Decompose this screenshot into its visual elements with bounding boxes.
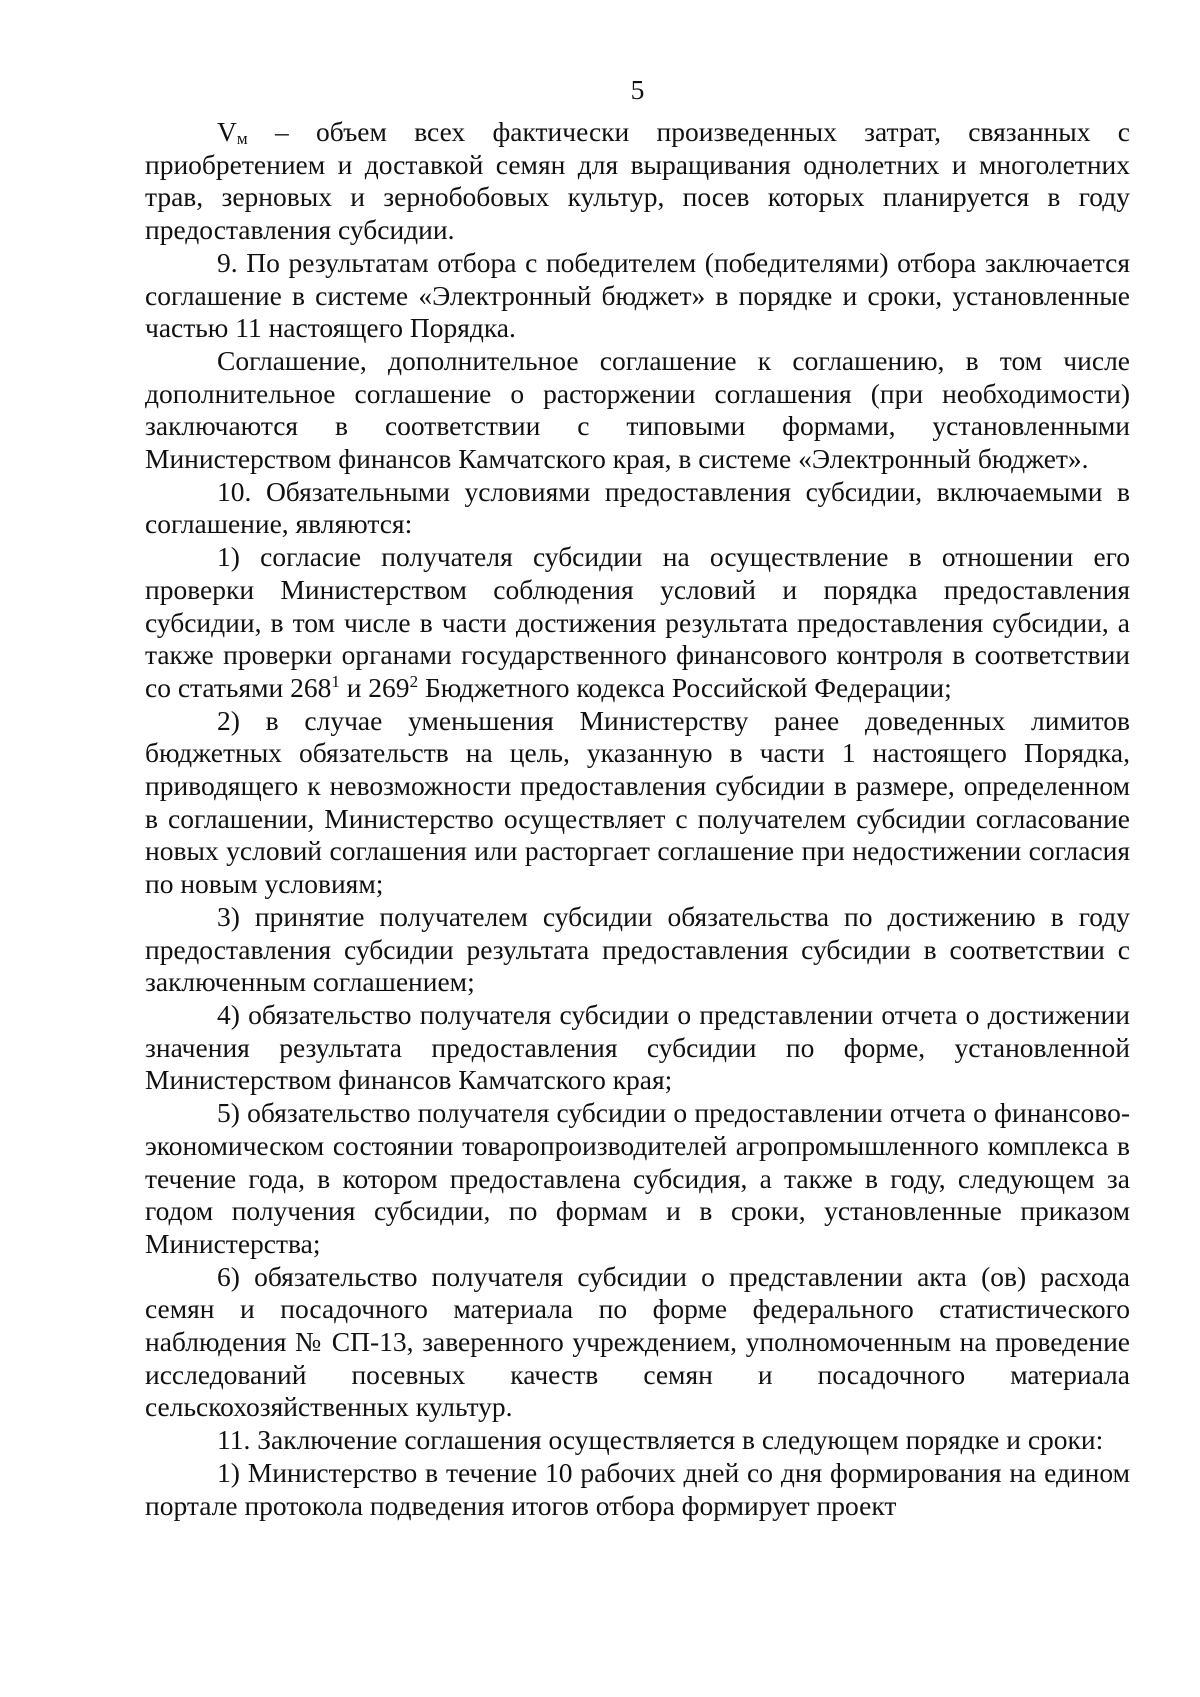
paragraph-10-item-3: 3) принятие получателем субсидии обязательства по достижению в году предоставления субсидии результата предоставления субсидии в соответствии с заключенным соглашением; — [145, 900, 1130, 998]
paragraph-9: 9. По результатам отбора с победителем (победителями) отбора заключается соглашение в системе «Электронный бюджет» в порядке и сроки, установленные частью 11 настоящего Порядка. — [145, 246, 1130, 344]
paragraph-10-item-6: 6) обязательство получателя субсидии о представлении акта (ов) расхода семян и посадочного материала по форме федерального статистического наблюдения № СП-13, заверенного учреждением, уполномоченным на проведение исследований посевных качеств семян и посадочного материала сельскохозяйственных культур. — [145, 1260, 1130, 1423]
superscript: 2 — [409, 671, 419, 691]
paragraph-text: 1) согласие получателя субсидии на осуществление в отношении его проверки Министерством соблюдения условий и порядка предоставления субсидии, в том числе в части достижения результата предоставления субсидии, а также проверки органами государственного финансового контроля в соответствии со статьями 268 — [145, 541, 1130, 703]
paragraph-10: 10. Обязательными условиями предоставления субсидии, включаемыми в соглашение, являются: — [145, 475, 1130, 540]
paragraph-text: Бюджетного кодекса Российской Федерации; — [418, 671, 952, 703]
superscript: 1 — [331, 671, 340, 691]
paragraph-11: 11. Заключение соглашения осуществляется в следующем порядке и сроки: — [217, 1424, 1104, 1456]
paragraph-text: – объем всех фактически произведенных затрат, связанных с приобретением и доставкой семян для выращивания однолетних и многолетних трав, зерновых и зернобобовых культур, посев которых планируется в году предоставления субсидии. — [145, 116, 1130, 246]
paragraph-10-item-1 — [145, 541, 1130, 705]
paragraph-vm-definition — [145, 116, 1130, 247]
paragraph-11-item-1: 1) Министерство в течение 10 рабочих дней со дня формирования на едином портале протокола подведения итогов отбора формирует проект — [145, 1456, 1130, 1521]
paragraph-text: и 269 — [339, 671, 410, 703]
paragraph-10-item-2: 2) в случае уменьшения Министерству ранее доведенных лимитов бюджетных обязательств на цель, указанную в части 1 настоящего Порядка, приводящего к невозможности предоставления субсидии в размере, определенном в соглашении, Министерство осуществляет с получателем субсидии согласование новых условий соглашения или расторгает соглашение при недостижении согласия по новым условиям; — [145, 704, 1130, 900]
symbol-subscript: м — [236, 129, 248, 148]
page-number: 5 — [630, 74, 645, 105]
paragraph-10-item-4: 4) обязательство получателя субсидии о представлении отчета о достижении значения результата предоставления субсидии по форме, установленной Министерством финансов Камчатского края; — [145, 998, 1130, 1096]
paragraph-10-item-5: 5) обязательство получателя субсидии о предоставлении отчета о финансово-экономическом состоянии товаропроизводителей агропромышленного комплекса в течение года, в котором предоставлена субсидия, а также в году, следующем за годом получения субсидии, по формам и в сроки, установленные приказом Министерства; — [145, 1097, 1130, 1259]
symbol-v: V — [217, 116, 237, 147]
document-page — [145, 74, 1130, 1522]
paragraph-9-agreement: Соглашение, дополнительное соглашение к соглашению, в том числе дополнительное соглашение о расторжении соглашения (при необходимости) заключаются в соответствии с типовыми формами, установленными Министерством финансов Камчатского края, в системе «Электронный бюджет». — [145, 344, 1130, 475]
